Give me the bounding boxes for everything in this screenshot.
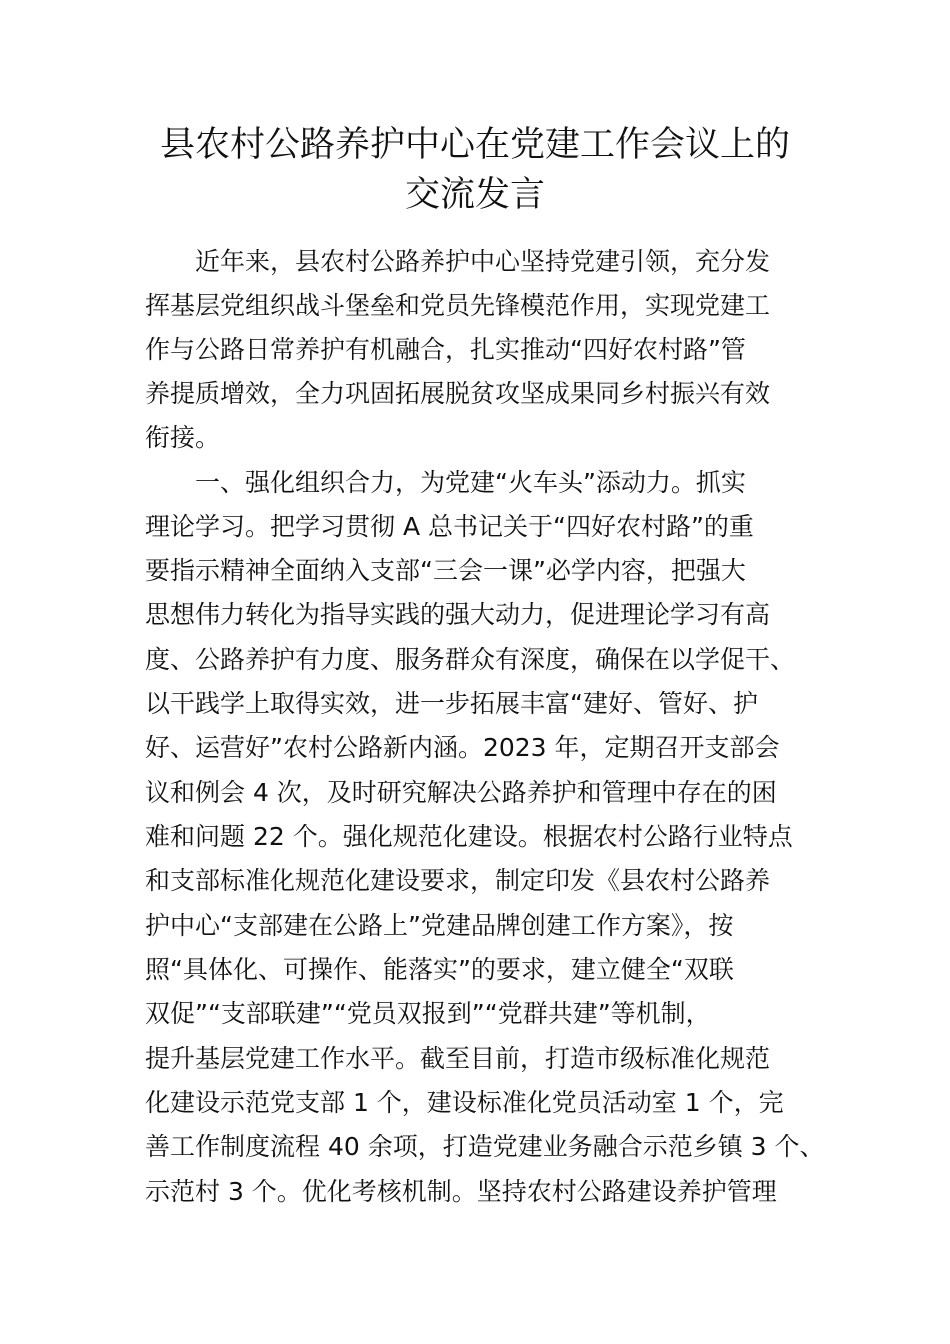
document-title-line-1: 县农村公路养护中心在党建工作会议上的 [159,125,790,165]
body-line: 善工作制度流程 40 余项，打造党建业务融合示范乡镇 3 个、 [145,1132,825,1161]
body-line: 养提质增效，全力巩固拓展脱贫攻坚成果同乡村振兴有效 [145,379,771,408]
body-line: 一、强化组织合力，为党建“火车头”添动力。抓实 [195,468,746,497]
body-line: 护中心“支部建在公路上”党建品牌创建工作方案》，按 [145,911,734,940]
body-line: 挥基层党组织战斗堡垒和党员先锋模范作用，实现党建工 [145,291,771,320]
body-line: 化建设示范党支部 1 个，建设标准化党员活动室 1 个，完 [145,1088,784,1117]
body-line: 以干践学上取得实效，进一步拓展丰富“建好、管好、护 [145,689,758,718]
body-line: 近年来，县农村公路养护中心坚持党建引领，充分发 [195,247,771,276]
body-line: 提升基层党建工作水平。截至目前，打造市级标准化规范 [145,1044,771,1073]
body-line: 作与公路日常养护有机融合，扎实推动“四好农村路”管 [145,335,746,364]
body-line: 思想伟力转化为指导实践的强大动力，促进理论学习有高 [145,600,771,629]
body-line: 度、公路养护有力度、服务群众有深度，确保在以学促干、 [145,645,796,674]
body-line: 要指示精神全面纳入支部“三会一课”必学内容，把强大 [145,556,746,585]
body-line: 双促”“支部联建”“党员双报到”“党群共建”等机制， [145,999,711,1028]
body-line: 难和问题 22 个。强化规范化建设。根据农村公路行业特点 [145,822,793,851]
document-title-line-2: 交流发言 [404,175,545,215]
body-line: 照“具体化、可操作、能落实”的要求，建立健全“双联 [145,955,734,984]
body-line: 衔接。 [145,423,221,452]
body-line: 和支部标准化规范化建设要求，制定印发《县农村公路养 [145,866,771,895]
body-line: 理论学习。把学习贯彻 A 总书记关于“四好农村路”的重 [145,512,754,541]
body-line: 好、运营好”农村公路新内涵。2023 年，定期召开支部会 [145,733,780,762]
body-line: 示范村 3 个。优化考核机制。坚持农村公路建设养护管理 [145,1177,777,1206]
body-line: 议和例会 4 次，及时研究解决公路养护和管理中存在的困 [145,778,777,807]
